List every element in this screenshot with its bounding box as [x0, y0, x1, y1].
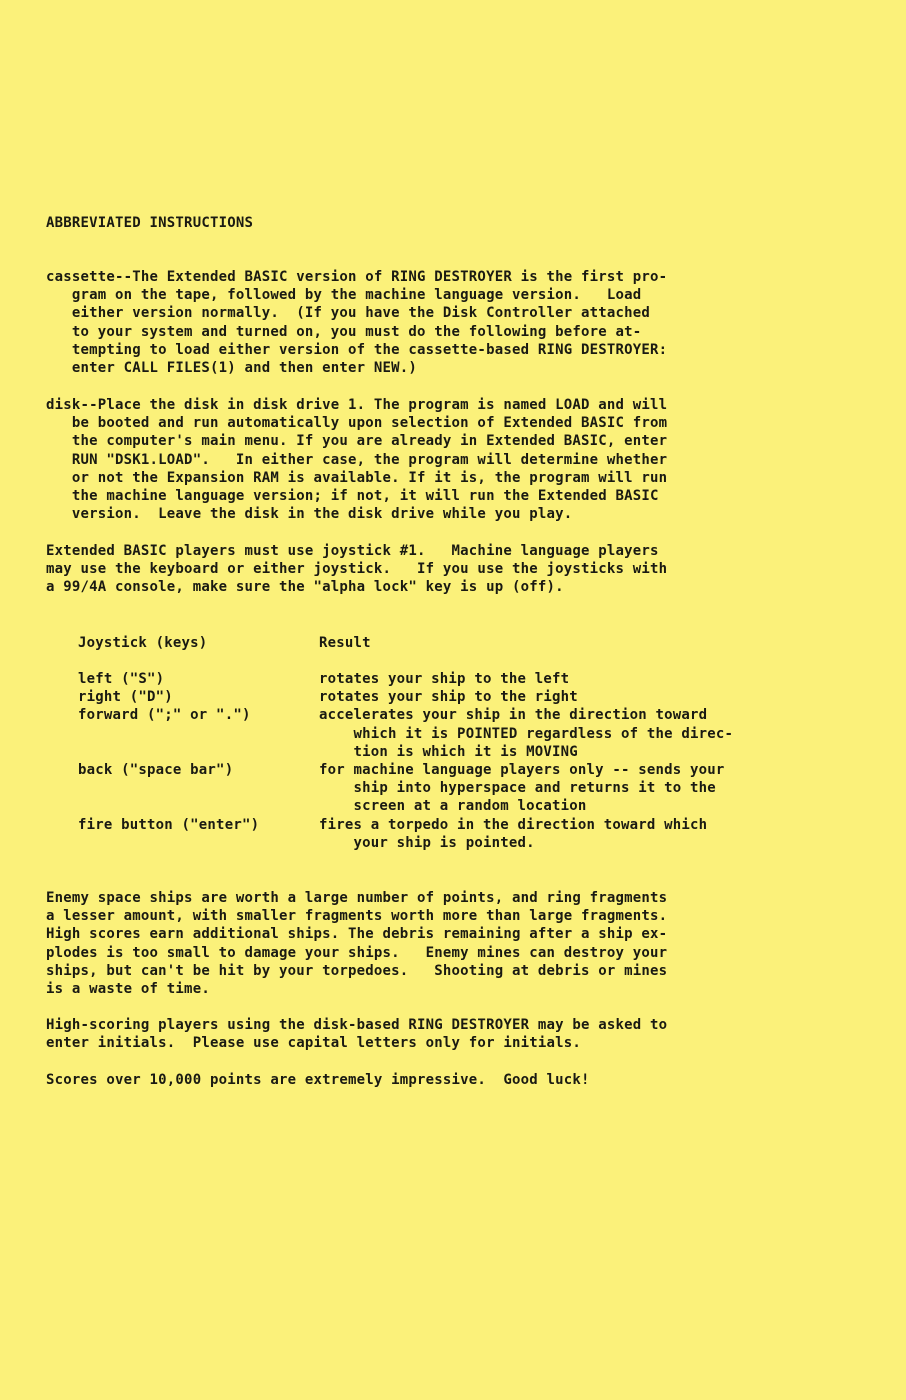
disk-instructions: disk--Place the disk in disk drive 1. The program is named LOAD and will be booted and run automatically upon selection of Extended BASIC from the computer's main menu. If you are already in Extended BASIC, enter RUN "DSK1.LOAD". In either case, the program will determine whether or not the Expansion RAM is available. If it is, the program will run the machine language version; if not, it will run the Extended BASIC version. Leave the disk in the disk drive while you play.: [46, 397, 668, 523]
header-result: Result: [319, 635, 371, 651]
control-key: right ("D"): [78, 689, 173, 706]
control-result: accelerates your ship in the direction toward which it is POINTED regardless of the direc- tion is which it is MOVING: [319, 707, 734, 760]
control-result: rotates your ship to the right: [319, 689, 578, 706]
page-heading: ABBREVIATED INSTRUCTIONS: [46, 215, 254, 231]
control-result: for machine language players only -- sends your ship into hyperspace and returns it to the screen at a random location: [319, 761, 725, 815]
cassette-instructions: cassette--The Extended BASIC version of RING DESTROYER is the first pro- gram on the tape, followed by the machine language version. Load either version normally. (If you have the Disk Controller attached to your system and turned on, you must do the following before at- tempting to load either version of the cassette-based RING DESTROYER: enter CALL FILES(1) and then enter NEW.): [46, 269, 668, 377]
control-key: forward (";" or "."): [78, 707, 251, 724]
control-result: rotates your ship to the left: [319, 671, 570, 687]
high-score-paragraph: High-scoring players using the disk-based RING DESTROYER may be asked to enter initials. Please use capital letters only for initials.: [46, 1017, 668, 1052]
joystick-note: Extended BASIC players must use joystick #1. Machine language players may use the keyboard or either joystick. If you use the joysticks with a 99/4A console, make sure the "alpha lock" key is up (off).: [46, 543, 668, 596]
control-key: fire button ("enter"): [78, 816, 260, 833]
closing-line: Scores over 10,000 points are extremely impressive. Good luck!: [46, 1072, 590, 1088]
control-key: left ("S"): [78, 671, 165, 687]
control-result: fires a torpedo in the direction toward which your ship is pointed.: [319, 816, 708, 851]
header-joystick-keys: Joystick (keys): [78, 635, 208, 651]
control-key: back ("space bar"): [78, 761, 234, 778]
scoring-paragraph: Enemy space ships are worth a large number of points, and ring fragments a lesser amount, with smaller fragments worth more than large fragments. High scores earn additional ships. The debris remaining after a ship ex- plodes is too small to damage your ships. Enemy mines can destroy your ships, but can't be hit by your torpedoes. Shooting at debris or mines is a waste of time.: [46, 890, 668, 998]
